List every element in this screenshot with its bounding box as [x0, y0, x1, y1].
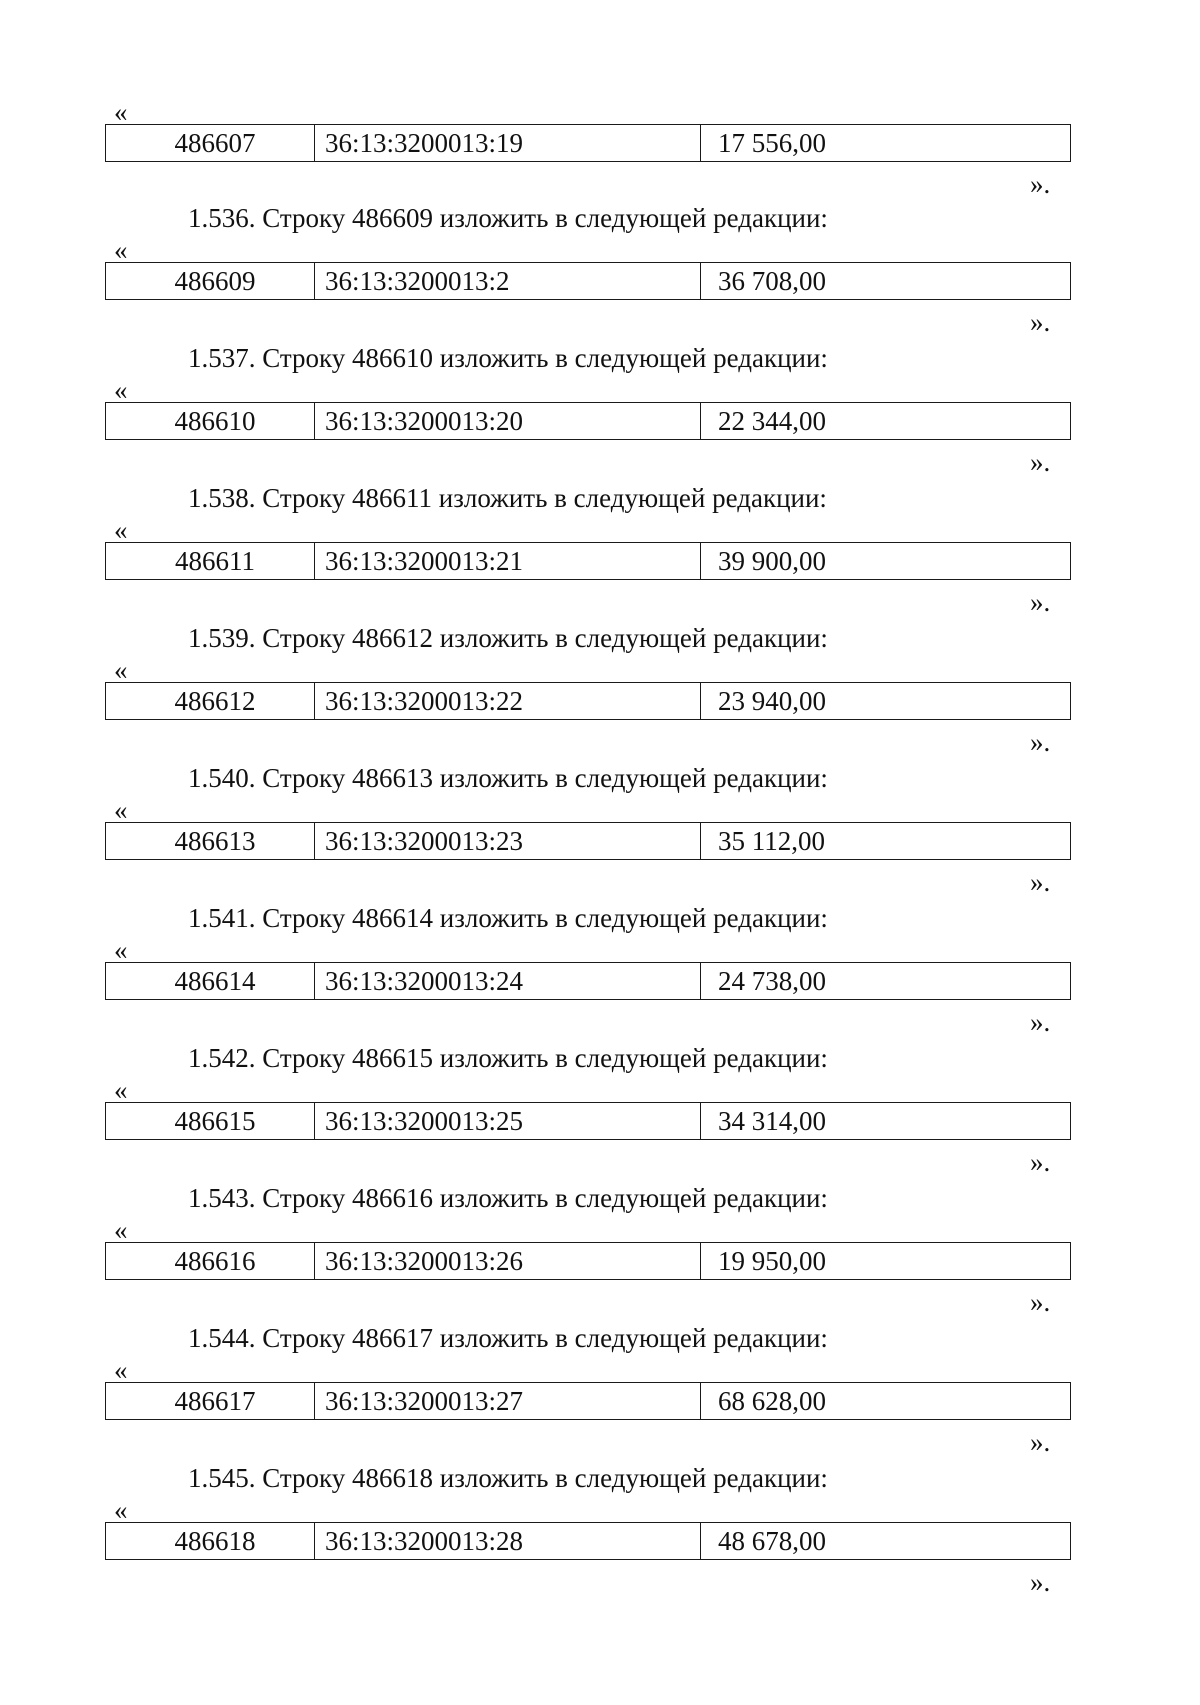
cadastral-number: 36:13:3200013:28: [315, 1523, 701, 1559]
row-number: 486609: [106, 263, 315, 299]
amendment-heading: 1.541. Строку 486614 изложить в следующей редакции:: [188, 903, 828, 933]
row-number: 486616: [106, 1243, 315, 1279]
close-quote: ».: [1030, 169, 1051, 199]
open-quote: «: [114, 1215, 128, 1245]
amendment-item: [0, 1042, 1200, 1182]
amendment-heading: 1.537. Строку 486610 изложить в следующей редакции:: [188, 343, 828, 373]
amendment-item: [0, 342, 1200, 482]
table-row: [105, 822, 1071, 860]
table-row: [105, 542, 1071, 580]
open-quote: «: [114, 1355, 128, 1385]
row-number: 486610: [106, 403, 315, 439]
table-row: [105, 262, 1071, 300]
close-quote: ».: [1030, 1007, 1051, 1037]
open-quote: «: [114, 375, 128, 405]
amendment-heading: 1.543. Строку 486616 изложить в следующей редакции:: [188, 1183, 828, 1213]
amount: 19 950,00: [718, 1246, 826, 1276]
open-quote: «: [114, 97, 128, 127]
amendment-heading: 1.539. Строку 486612 изложить в следующей редакции:: [188, 623, 828, 653]
row-number: 486607: [106, 125, 315, 161]
amendment-heading: 1.538. Строку 486611 изложить в следующей редакции:: [188, 483, 827, 513]
open-quote: «: [114, 235, 128, 265]
amendment-item: [0, 762, 1200, 902]
cadastral-number: 36:13:3200013:25: [315, 1103, 701, 1139]
table-row: [105, 1522, 1071, 1560]
amendment-heading: 1.542. Строку 486615 изложить в следующей редакции:: [188, 1043, 828, 1073]
cadastral-number: 36:13:3200013:19: [315, 125, 701, 161]
amendment-item: [0, 202, 1200, 342]
amount: 34 314,00: [718, 1106, 826, 1136]
amendment-item: [0, 1322, 1200, 1462]
amount: 24 738,00: [718, 966, 826, 996]
cadastral-number: 36:13:3200013:22: [315, 683, 701, 719]
close-quote: ».: [1030, 1567, 1051, 1597]
row-number: 486617: [106, 1383, 315, 1419]
cadastral-number: 36:13:3200013:24: [315, 963, 701, 999]
cadastral-number: 36:13:3200013:23: [315, 823, 701, 859]
close-quote: ».: [1030, 307, 1051, 337]
amendment-heading: 1.540. Строку 486613 изложить в следующей редакции:: [188, 763, 828, 793]
amendment-item: [0, 902, 1200, 1042]
open-quote: «: [114, 1075, 128, 1105]
open-quote: «: [114, 515, 128, 545]
table-row: [105, 1102, 1071, 1140]
table-row: [105, 124, 1071, 162]
amount: 48 678,00: [718, 1526, 826, 1556]
cadastral-number: 36:13:3200013:20: [315, 403, 701, 439]
amendment-item: [0, 1182, 1200, 1322]
cadastral-number: 36:13:3200013:21: [315, 543, 701, 579]
table-row: [105, 682, 1071, 720]
cadastral-number: 36:13:3200013:26: [315, 1243, 701, 1279]
row-number: 486615: [106, 1103, 315, 1139]
open-quote: «: [114, 935, 128, 965]
row-number: 486614: [106, 963, 315, 999]
close-quote: ».: [1030, 867, 1051, 897]
row-number: 486618: [106, 1523, 315, 1559]
cadastral-number: 36:13:3200013:2: [315, 263, 701, 299]
amendment-item: [0, 1462, 1200, 1602]
amount: 68 628,00: [718, 1386, 826, 1416]
open-quote: «: [114, 655, 128, 685]
amount: 39 900,00: [718, 546, 826, 576]
open-quote: «: [114, 1495, 128, 1525]
amendment-heading: 1.536. Строку 486609 изложить в следующей редакции:: [188, 203, 828, 233]
close-quote: ».: [1030, 1147, 1051, 1177]
amendment-item: [0, 622, 1200, 762]
table-row: [105, 402, 1071, 440]
amount: 36 708,00: [718, 266, 826, 296]
amendment-heading: 1.544. Строку 486617 изложить в следующей редакции:: [188, 1323, 828, 1353]
table-row: [105, 1382, 1071, 1420]
row-number: 486613: [106, 823, 315, 859]
close-quote: ».: [1030, 447, 1051, 477]
amount: 35 112,00: [718, 826, 825, 856]
amount: 23 940,00: [718, 686, 826, 716]
close-quote: ».: [1030, 587, 1051, 617]
amount: 22 344,00: [718, 406, 826, 436]
amount: 17 556,00: [718, 128, 826, 158]
row-number: 486612: [106, 683, 315, 719]
table-row: [105, 1242, 1071, 1280]
open-quote: «: [114, 795, 128, 825]
cadastral-number: 36:13:3200013:27: [315, 1383, 701, 1419]
close-quote: ».: [1030, 1287, 1051, 1317]
close-quote: ».: [1030, 1427, 1051, 1457]
close-quote: ».: [1030, 727, 1051, 757]
row-number: 486611: [106, 543, 315, 579]
amendment-heading: 1.545. Строку 486618 изложить в следующей редакции:: [188, 1463, 828, 1493]
amendment-item: [0, 482, 1200, 622]
table-row: [105, 962, 1071, 1000]
